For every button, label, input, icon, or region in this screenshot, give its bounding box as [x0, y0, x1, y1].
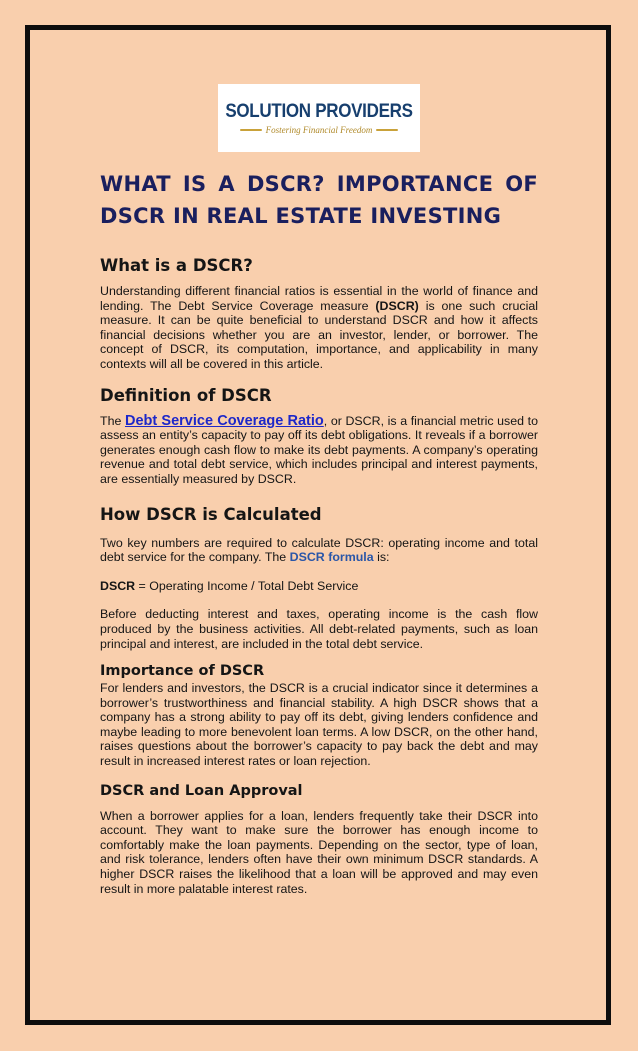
paragraph-calculation-intro: Two key numbers are required to calculate DSCR: operating income and total debt service for the company. The DSCR formula is:	[100, 535, 538, 565]
paragraph-importance: For lenders and investors, the DSCR is a crucial indicator since it determines a borrower’s trustworthiness and financial stability. A high DSCR shows that a company has a strong ability to pay off its debt, giving lenders confidence and maybe leading to more benevolent loan terms. A low DSCR, on the other hand, raises questions about the borrower’s capacity to pay back the debt and may result in increased interest rates or loan rejection.	[100, 681, 538, 769]
dscr-abbrev: (DSCR)	[375, 298, 419, 313]
heading-definition: Definition of DSCR	[100, 385, 272, 405]
dscr-formula-text: DSCR formula	[289, 550, 374, 565]
company-logo	[218, 84, 420, 152]
logo-tagline-row	[240, 125, 399, 135]
formula-line: DSCR = Operating Income / Total Debt Service	[100, 578, 359, 593]
paragraph-loan-approval: When a borrower applies for a loan, lenders frequently take their DSCR into account. They want to make sure the borrower has enough income to comfortably make the loan payments. Depending on the sector, type of loan, and risk tolerance, lenders often have their own minimum DSCR standards. A higher DSCR raises the likelihood that a loan will be approved and may even result in more palatable interest rates.	[100, 808, 538, 896]
heading-loan-approval: DSCR and Loan Approval	[100, 782, 303, 799]
logo-tagline: Fostering Financial Freedom	[265, 124, 373, 135]
paragraph-what-is-dscr: Understanding different financial ratios is essential in the world of finance and lending. The Debt Service Coverage measure (DSCR) is one such crucial measure. It can be quite beneficial to understand DSCR and how it affects financial decisions whether you are an investor, lender, or borrower. The concept of DSCR, its computation, importance, and applicability in many contexts will all be covered in this article.	[100, 284, 539, 371]
logo-swoosh-right	[376, 129, 398, 131]
formula-label: DSCR	[100, 578, 136, 593]
dscr-link[interactable]: Debt Service Coverage Ratio	[124, 412, 324, 429]
paragraph-operating-income: Before deducting interest and taxes, operating income is the cash flow produced by the business activities. All debt-related payments, such as loan principal and interest, are included in the total debt service.	[100, 607, 538, 651]
heading-how-calculated: How DSCR is Calculated	[100, 504, 322, 524]
logo-swoosh-left	[240, 129, 262, 131]
article-content	[100, 168, 538, 896]
paragraph-definition: The Debt Service Coverage Ratio, or DSCR, is a financial metric used to assess an entity’s capacity to pay off its debt obligations. It reveals if a borrower generates enough cash flow to make its debt payments. A company’s operating revenue and total debt service, which includes principal and interest payments, are essentially measured by DSCR.	[100, 412, 538, 486]
logo-name: SOLUTION PROVIDERS	[225, 99, 413, 121]
heading-what-is-dscr: What is a DSCR?	[100, 256, 253, 275]
heading-importance: Importance of DSCR	[100, 663, 265, 680]
article-title: WHAT IS A DSCR? IMPORTANCE OF DSCR IN REAL ESTATE INVESTING	[100, 172, 538, 228]
